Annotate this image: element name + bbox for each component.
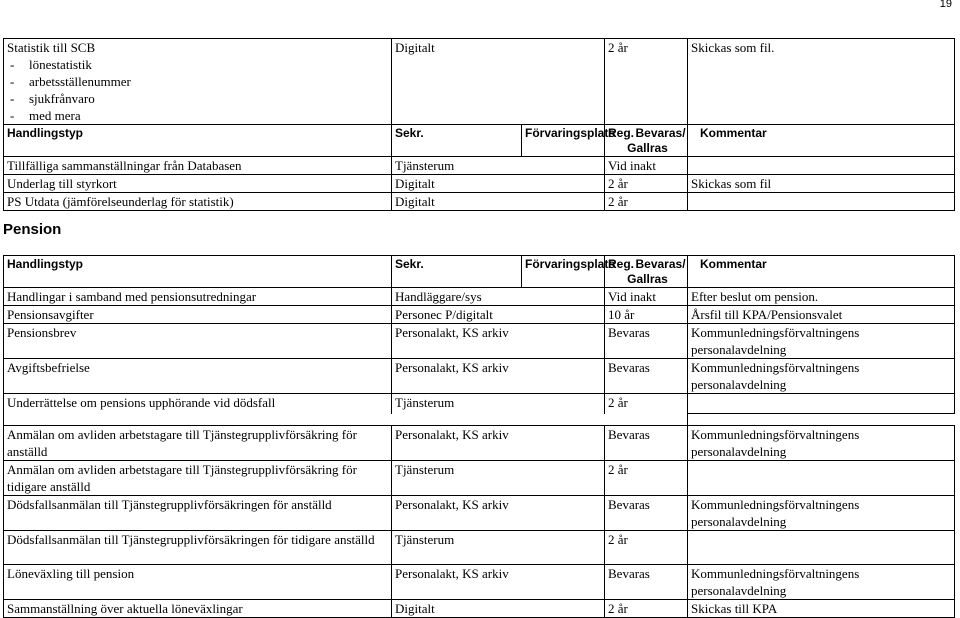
forvaring-cell: Personalakt, KS arkiv bbox=[392, 496, 605, 531]
kommentar-cell: Kommunledningsförvaltningens personalavdelning bbox=[688, 565, 955, 600]
forvaring-cell: Tjänsterum bbox=[392, 461, 605, 496]
table-row bbox=[4, 565, 955, 600]
spacer-cell bbox=[688, 414, 955, 426]
forvaring-cell: Tjänsterum bbox=[392, 157, 605, 175]
table-row bbox=[4, 175, 955, 193]
header-sekr: Sekr. bbox=[392, 256, 522, 288]
gallras-cell: Vid inakt bbox=[605, 288, 688, 306]
list-item: - med mera bbox=[29, 107, 391, 124]
top-table bbox=[3, 38, 955, 211]
kommentar-cell: Skickas till KPA bbox=[688, 600, 955, 618]
header-sekr: Sekr. bbox=[392, 125, 522, 157]
forvaring-cell: Tjänsterum bbox=[392, 394, 605, 414]
handling-cell: Tillfälliga sammanställningar från Databasen bbox=[4, 157, 392, 175]
header-reg: Reg. bbox=[608, 257, 635, 271]
kommentar-cell: Årsfil till KPA/Pensionsvalet bbox=[688, 306, 955, 324]
kommentar-cell: Kommunledningsförvaltningens personalavdelning bbox=[688, 426, 955, 461]
spacer-row bbox=[4, 414, 955, 426]
forvaring-cell: Digitalt bbox=[392, 175, 605, 193]
gallras-cell: Bevaras bbox=[605, 426, 688, 461]
table-row bbox=[4, 288, 955, 306]
table-row bbox=[4, 496, 955, 531]
header-forvaringsplats: Förvaringsplats bbox=[522, 256, 605, 288]
table-row bbox=[4, 394, 955, 414]
list-item: - lönestatistik bbox=[29, 56, 391, 73]
gallras-cell: 2 år bbox=[605, 193, 688, 211]
table-header-row bbox=[4, 256, 955, 288]
gallras-cell: Bevaras bbox=[605, 496, 688, 531]
table-row bbox=[4, 157, 955, 175]
header-kommentar: Kommentar bbox=[688, 125, 955, 157]
gallras-cell: 10 år bbox=[605, 306, 688, 324]
list-item: - arbetsställenummer bbox=[29, 73, 391, 90]
pension-table bbox=[3, 255, 955, 618]
statistik-list bbox=[7, 56, 391, 124]
forvaring-cell: Handläggare/sys bbox=[392, 288, 605, 306]
kommentar-cell: Efter beslut om pension. bbox=[688, 288, 955, 306]
header-bevaras: Bevaras/ bbox=[635, 257, 686, 271]
handling-cell: Anmälan om avliden arbetstagare till Tjänstegrupplivförsäkring för tidigare anställd bbox=[4, 461, 392, 496]
kommentar-cell: Skickas som fil bbox=[688, 175, 955, 193]
gallras-cell: 2 år bbox=[605, 600, 688, 618]
statistik-forvaring: Digitalt bbox=[392, 39, 605, 125]
forvaring-cell: Tjänsterum bbox=[392, 531, 605, 565]
handling-cell: Anmälan om avliden arbetstagare till Tjänstegrupplivförsäkring för anställd bbox=[4, 426, 392, 461]
handling-cell: Pensionsbrev bbox=[4, 324, 392, 359]
forvaring-cell: Personec P/digitalt bbox=[392, 306, 605, 324]
kommentar-cell bbox=[688, 531, 955, 565]
header-handlingstyp: Handlingstyp bbox=[4, 125, 392, 157]
handling-cell: Underrättelse om pensions upphörande vid dödsfall bbox=[4, 394, 392, 414]
table-row bbox=[4, 600, 955, 618]
forvaring-cell: Digitalt bbox=[392, 193, 605, 211]
statistik-row bbox=[4, 39, 955, 125]
handling-cell: Avgiftsbefrielse bbox=[4, 359, 392, 394]
spacer-cell bbox=[4, 414, 688, 426]
header-reg: Reg. bbox=[608, 126, 635, 140]
kommentar-cell: Kommunledningsförvaltningens personalavdelning bbox=[688, 496, 955, 531]
table-header-row bbox=[4, 125, 955, 157]
header-gallras: Gallras bbox=[627, 272, 668, 286]
header-handlingstyp: Handlingstyp bbox=[4, 256, 392, 288]
gallras-cell: Bevaras bbox=[605, 324, 688, 359]
kommentar-cell: Kommunledningsförvaltningens personalavdelning bbox=[688, 324, 955, 359]
handling-cell: Sammanställning över aktuella löneväxlingar bbox=[4, 600, 392, 618]
list-item: - sjukfrånvaro bbox=[29, 90, 391, 107]
table-row bbox=[4, 359, 955, 394]
gallras-cell: Vid inakt bbox=[605, 157, 688, 175]
statistik-cell bbox=[4, 39, 392, 125]
table-row bbox=[4, 324, 955, 359]
statistik-title: Statistik till SCB bbox=[7, 40, 96, 55]
handling-cell: Underlag till styrkort bbox=[4, 175, 392, 193]
kommentar-cell bbox=[688, 193, 955, 211]
page-number: 19 bbox=[939, 0, 952, 10]
table-row bbox=[4, 461, 955, 496]
table-row bbox=[4, 426, 955, 461]
table-row bbox=[4, 193, 955, 211]
handling-cell: Dödsfallsanmälan till Tjänstegrupplivförsäkringen för tidigare anställd bbox=[4, 531, 392, 565]
kommentar-cell: Kommunledningsförvaltningens personalavdelning bbox=[688, 359, 955, 394]
header-forvaringsplats: Förvaringsplats bbox=[522, 125, 605, 157]
gallras-cell: 2 år bbox=[605, 175, 688, 193]
kommentar-cell bbox=[688, 461, 955, 496]
kommentar-cell bbox=[688, 157, 955, 175]
gallras-cell: 2 år bbox=[605, 394, 688, 414]
kommentar-cell bbox=[688, 394, 955, 414]
forvaring-cell: Personalakt, KS arkiv bbox=[392, 359, 605, 394]
statistik-gallras: 2 år bbox=[605, 39, 688, 125]
forvaring-cell: Digitalt bbox=[392, 600, 605, 618]
statistik-kommentar: Skickas som fil. bbox=[688, 39, 955, 125]
gallras-cell: 2 år bbox=[605, 461, 688, 496]
header-bevaras: Bevaras/ bbox=[635, 126, 686, 140]
gallras-cell: Bevaras bbox=[605, 565, 688, 600]
handling-cell: Handlingar i samband med pensionsutredningar bbox=[4, 288, 392, 306]
handling-cell: PS Utdata (jämförelseunderlag för statistik) bbox=[4, 193, 392, 211]
forvaring-cell: Personalakt, KS arkiv bbox=[392, 324, 605, 359]
table-row bbox=[4, 531, 955, 565]
forvaring-cell: Personalakt, KS arkiv bbox=[392, 426, 605, 461]
header-kommentar: Kommentar bbox=[688, 256, 955, 288]
header-bevaras-gallras bbox=[605, 125, 688, 157]
header-gallras: Gallras bbox=[627, 141, 668, 155]
section-title-pension: Pension bbox=[3, 221, 62, 238]
gallras-cell: Bevaras bbox=[605, 359, 688, 394]
handling-cell: Dödsfallsanmälan till Tjänstegrupplivförsäkringen för anställd bbox=[4, 496, 392, 531]
gallras-cell: 2 år bbox=[605, 531, 688, 565]
table-row bbox=[4, 306, 955, 324]
handling-cell: Pensionsavgifter bbox=[4, 306, 392, 324]
forvaring-cell: Personalakt, KS arkiv bbox=[392, 565, 605, 600]
header-bevaras-gallras bbox=[605, 256, 688, 288]
handling-cell: Löneväxling till pension bbox=[4, 565, 392, 600]
